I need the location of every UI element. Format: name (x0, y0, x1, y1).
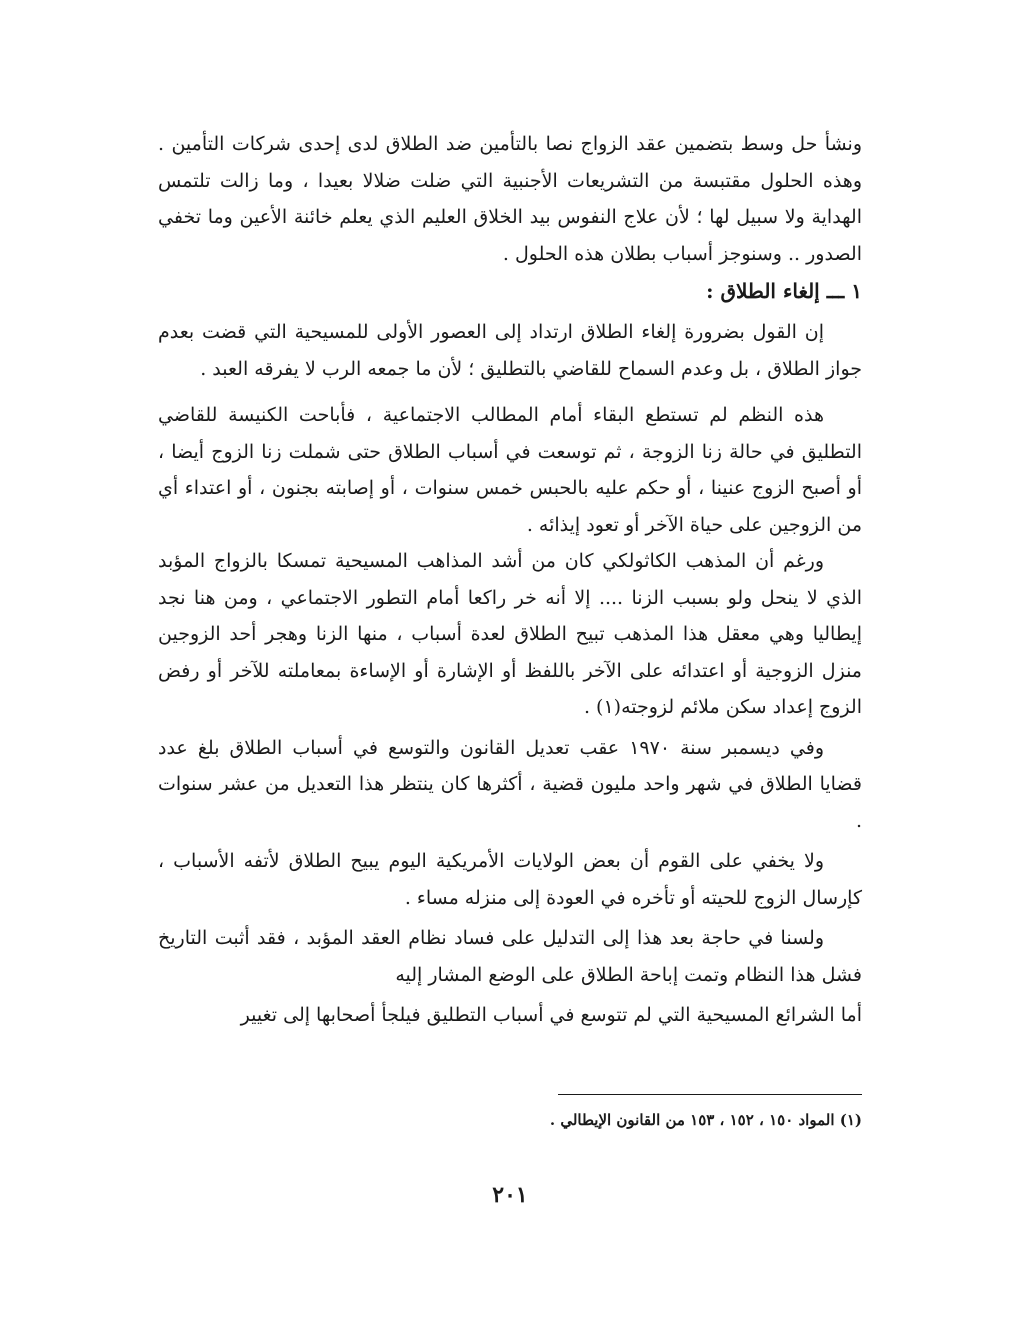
page-number: ٢٠١ (492, 1182, 528, 1208)
spacer (158, 387, 862, 397)
paragraph-eternal-contract: ولسنا في حاجة بعد هذا إلى التدليل على فساد نظام العقد المؤبد ، فقد أثبت التاريخ فشل هذا النظام وتمت إباحة الطلاق على الوضع المشار إليه (158, 927, 862, 986)
paragraph-abolition: إن القول بضرورة إلغاء الطلاق ارتداد إلى العصور الأولى للمسيحية التي قضت بعدم جواز الطلاق ، بل وعدم السماح للقاضي بالتطليق ؛ لأن ما جمعه الرب لا يفرقه العبد . (158, 321, 862, 380)
footnote-divider (558, 1094, 862, 1095)
section-heading-abolish-divorce: ١ ـــ إلغاء الطلاق : (706, 279, 862, 303)
paragraph-december-1970: وفي ديسمبر سنة ١٩٧٠ عقب تعديل القانون والتوسع في أسباب الطلاق بلغ عدد قضايا الطلاق في شهر واحد مليون قضية ، أكثرها كان ينتظر هذا التعديل من عشر سنوات . (158, 736, 862, 832)
paragraph-catholic-italy: ورغم أن المذهب الكاثولكي كان من أشد المذاهب المسيحية تمسكا بالزواج المؤبد الذي لا ينحل ولو بسبب الزنا .... إلا أنه خر راكعا أمام التطور الاجتماعي ، ومن هنا نجد إيطاليا وهي معقل هذا المذهب تبيح الطلاق لعدة أسباب ، منها الزنا وهجر أحد الزوجين منزل الزوجية أو اعتدائه على الآخر باللفظ أو الإشارة أو الإساءة بمعاملته للآخر أو رفض الزوج إعداد سكن ملائم لزوجته(١) . (158, 550, 862, 718)
paragraph-solutions: ونشأ حل وسط بتضمين عقد الزواج نصا بالتأمين ضد الطلاق لدى إحدى شركات التأمين . وهذه الحلول مقتبسة من التشريعات الأجنبية التي ضلت ضلالا بعيدا ، وما زالت تلتمس الهداية ولا سبيل لها ؛ لأن علاج النفوس بيد الخلاق العليم الذي يعلم خائنة الأعين وما تخفي الصدور .. وسنوجز أسباب بطلان هذه الحلول . (158, 133, 862, 265)
paragraph-christian-laws: أما الشرائع المسيحية التي لم تتوسع في أسباب التطليق فيلجأ أصحابها إلى تغيير (240, 1004, 862, 1026)
paragraph-american-states: ولا يخفي على القوم أن بعض الولايات الأمريكية اليوم يبيح الطلاق لأتفه الأسباب ، كإرسال الزوج للحيته أو تأخره في العودة إلى منزله مساء . (158, 850, 862, 909)
footnote: (١) المواد ١٥٠ ، ١٥٢ ، ١٥٣ من القانون الإيطالي . (549, 1111, 862, 1129)
paragraph-church-permits: هذه النظم لم تستطع البقاء أمام المطالب الاجتماعية ، فأباحت الكنيسة للقاضي التطليق في حالة زنا الزوجة ، ثم توسعت في أسباب الطلاق حتى شملت زنا الزوج أيضا ، أو أصبح الزوج عنينا ، أو حكم عليه بالحبس خمس سنوات ، أو إصابته بجنون ، أو اعتداء أي من الزوجين على حياة الآخر أو تعود إيذائه . (158, 404, 863, 536)
body-text (158, 126, 862, 1034)
